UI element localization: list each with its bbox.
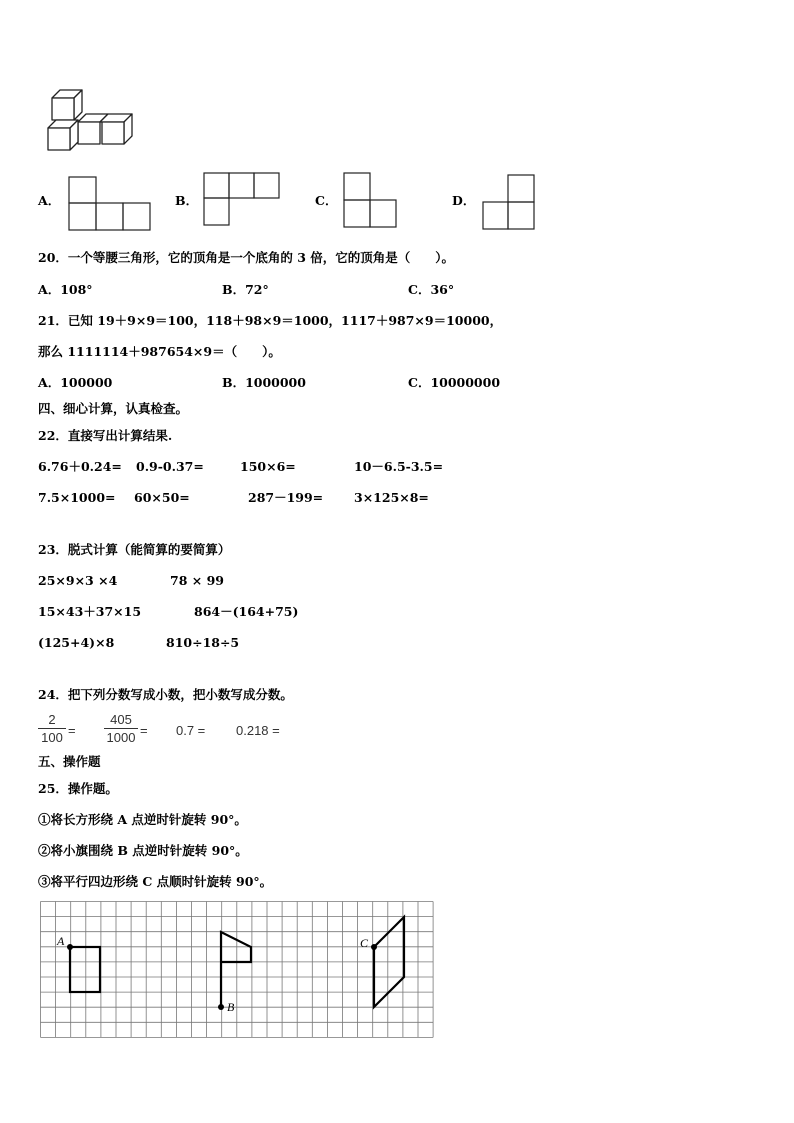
- decimal-1: 0.7 =: [176, 723, 206, 738]
- q23-expr: 864－(164+75): [194, 604, 299, 619]
- fraction-1: [38, 712, 66, 745]
- point-b-label: B: [227, 1000, 235, 1014]
- option-d-figure: [482, 174, 538, 232]
- q21-option-a: A．100000: [38, 375, 113, 390]
- q25-stem: 25．操作题。: [38, 781, 118, 796]
- q22-expr: 150×6=: [240, 459, 296, 474]
- rotation-grid: [40, 901, 436, 1038]
- section-4-heading: 四、细心计算，认真检查。: [38, 401, 189, 416]
- fraction-2: [104, 712, 138, 745]
- section-5-heading: 五、操作题: [38, 754, 101, 769]
- fraction-1-equals: =: [68, 723, 76, 738]
- flag-shape: [221, 932, 251, 1007]
- q22-expr: 287－199=: [248, 490, 324, 505]
- point-c: [371, 944, 377, 950]
- q23-expr: 15×43＋37×15: [38, 604, 142, 619]
- point-a-label: A: [57, 934, 65, 948]
- fraction-2-numerator: 405: [110, 712, 132, 727]
- option-a-figure: [68, 176, 152, 232]
- q20-option-b: B．72°: [222, 282, 269, 297]
- point-a: [67, 944, 73, 950]
- fraction-1-numerator: 2: [48, 712, 56, 727]
- q23-stem: 23．脱式计算（能简算的要简算）: [38, 542, 231, 557]
- q23-expr: (125+4)×8: [38, 635, 115, 650]
- option-b-figure: [203, 172, 283, 228]
- fraction-1-denominator: 100: [41, 730, 63, 745]
- point-b: [218, 1004, 224, 1010]
- q22-expr: 6.76＋0.24=: [38, 459, 122, 474]
- fraction-2-denominator: 1000: [106, 730, 136, 745]
- option-b-label: B．: [175, 193, 199, 208]
- q20-option-a: A．108°: [38, 282, 93, 297]
- q23-expr: 810÷18÷5: [166, 635, 240, 650]
- q25-item-1: ①将长方形绕 A 点逆时针旋转 90°。: [38, 812, 247, 827]
- option-d-label: D．: [452, 193, 476, 208]
- q22-expr: 10－6.5-3.5=: [354, 459, 444, 474]
- q25-item-2: ②将小旗围绕 B 点逆时针旋转 90°。: [38, 843, 248, 858]
- rectangle-shape: [70, 947, 100, 992]
- q22-expr: 3×125×8=: [354, 490, 429, 505]
- q21-option-b: B．1000000: [222, 375, 306, 390]
- fraction-2-equals: =: [140, 723, 148, 738]
- q22-expr: 7.5×1000=: [38, 490, 116, 505]
- option-c-figure: [343, 172, 399, 230]
- q21-stem: 21．已知 19＋9×9＝100，118＋98×9＝1000，1117＋987×9＝10000，: [38, 313, 503, 328]
- q23-expr: 78 × 99: [170, 573, 224, 588]
- q23-expr: 25×9×3 ×4: [38, 573, 118, 588]
- q21-option-c: C．10000000: [408, 375, 501, 390]
- q22-stem: 22．直接写出计算结果.: [38, 428, 173, 443]
- point-c-label: C: [360, 936, 369, 950]
- option-a-label: A．: [38, 193, 61, 208]
- decimal-2: 0.218 =: [236, 723, 280, 738]
- q21-stem-2: 那么 1111114＋987654×9＝（ ）。: [38, 344, 281, 359]
- option-c-label: C．: [315, 193, 338, 208]
- q22-expr: 0.9-0.37=: [136, 459, 204, 474]
- q20-stem: 20．一个等腰三角形，它的顶角是一个底角的 3 倍，它的顶角是（ ）。: [38, 250, 455, 265]
- q25-item-3: ③将平行四边形绕 C 点顺时针旋转 90°。: [38, 874, 273, 889]
- q24-stem: 24．把下列分数写成小数，把小数写成分数。: [38, 687, 293, 702]
- q22-expr: 60×50=: [134, 490, 190, 505]
- cube-figure: [44, 86, 144, 156]
- q20-option-c: C．36°: [408, 282, 455, 297]
